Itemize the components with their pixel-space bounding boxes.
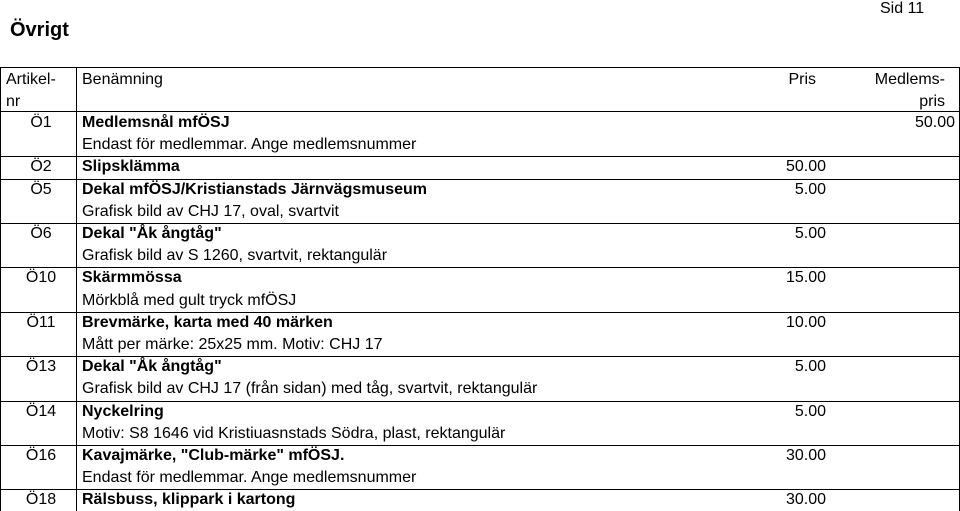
article-price: 10.00	[785, 313, 826, 331]
article-code: Ö2	[30, 158, 52, 176]
article-name: Kavajmärke, "Club-märke" mfÖSJ.	[82, 447, 345, 464]
article-code: Ö1	[30, 114, 52, 131]
article-code: Ö5	[30, 180, 52, 198]
col-header-name: Benämning	[82, 71, 163, 88]
article-price: 5.00	[794, 358, 826, 376]
article-price: 30.00	[785, 447, 826, 464]
col-header-member-price-line2: pris	[919, 93, 945, 110]
page-number: Sid 11	[880, 0, 925, 17]
article-name: Dekal "Åk ångtåg"	[82, 358, 222, 376]
article-description: Mått per märke: 25x25 mm. Motiv: CHJ 17	[82, 336, 383, 353]
col-header-article-nr-line1: Artikel-	[6, 71, 56, 88]
article-description: Endast för medlemmar. Ange medlemsnummer	[82, 136, 417, 154]
article-name: Medlemsnål mfÖSJ	[82, 114, 230, 131]
article-code: Ö10	[25, 269, 57, 287]
article-description: Endast för medlemmar. Ange medlemsnummer	[82, 469, 417, 487]
article-price: 5.00	[794, 225, 826, 242]
article-price: 5.00	[794, 402, 826, 420]
article-description: Mörkblå med gult tryck mfÖSJ	[82, 291, 297, 309]
page-title: Övrigt	[10, 19, 69, 41]
article-code: Ö16	[25, 447, 57, 464]
article-name: Slipsklämma	[82, 158, 180, 176]
col-header-price: Pris	[788, 71, 816, 88]
article-name: Skärmmössa	[82, 269, 182, 287]
article-description: Grafisk bild av CHJ 17 (från sidan) med tåg, svartvit, rektangulär	[82, 380, 538, 398]
article-price: 50.00	[785, 158, 826, 176]
article-code: Ö18	[25, 491, 57, 509]
article-name: Brevmärke, karta med 40 märken	[82, 313, 333, 331]
article-description: Grafisk bild av CHJ 17, oval, svartvit	[82, 202, 339, 220]
article-description: Grafisk bild av S 1260, svartvit, rektangulär	[82, 247, 388, 265]
article-code: Ö11	[26, 313, 56, 331]
table-top-border	[0, 67, 960, 68]
article-price: 5.00	[794, 180, 826, 198]
article-name: Rälsbuss, klippark i kartong	[82, 491, 296, 509]
article-code: Ö6	[30, 225, 52, 242]
article-description: Motiv: S8 1646 vid Kristiuasnstads Södra, plast, rektangulär	[82, 424, 506, 442]
col-header-article-nr-line2: nr	[6, 93, 21, 110]
article-member-price: 50.00	[914, 114, 955, 131]
col-header-member-price-line1: Medlems-	[874, 71, 945, 88]
article-name: Dekal "Åk ångtåg"	[82, 225, 222, 242]
article-name: Dekal mfÖSJ/Kristianstads Järnvägsmuseum	[82, 180, 428, 198]
article-price: 15.00	[785, 269, 826, 287]
article-code: Ö14	[25, 402, 57, 420]
article-name: Nyckelring	[82, 402, 164, 420]
article-price: 30.00	[785, 491, 826, 509]
article-code: Ö13	[25, 358, 57, 376]
